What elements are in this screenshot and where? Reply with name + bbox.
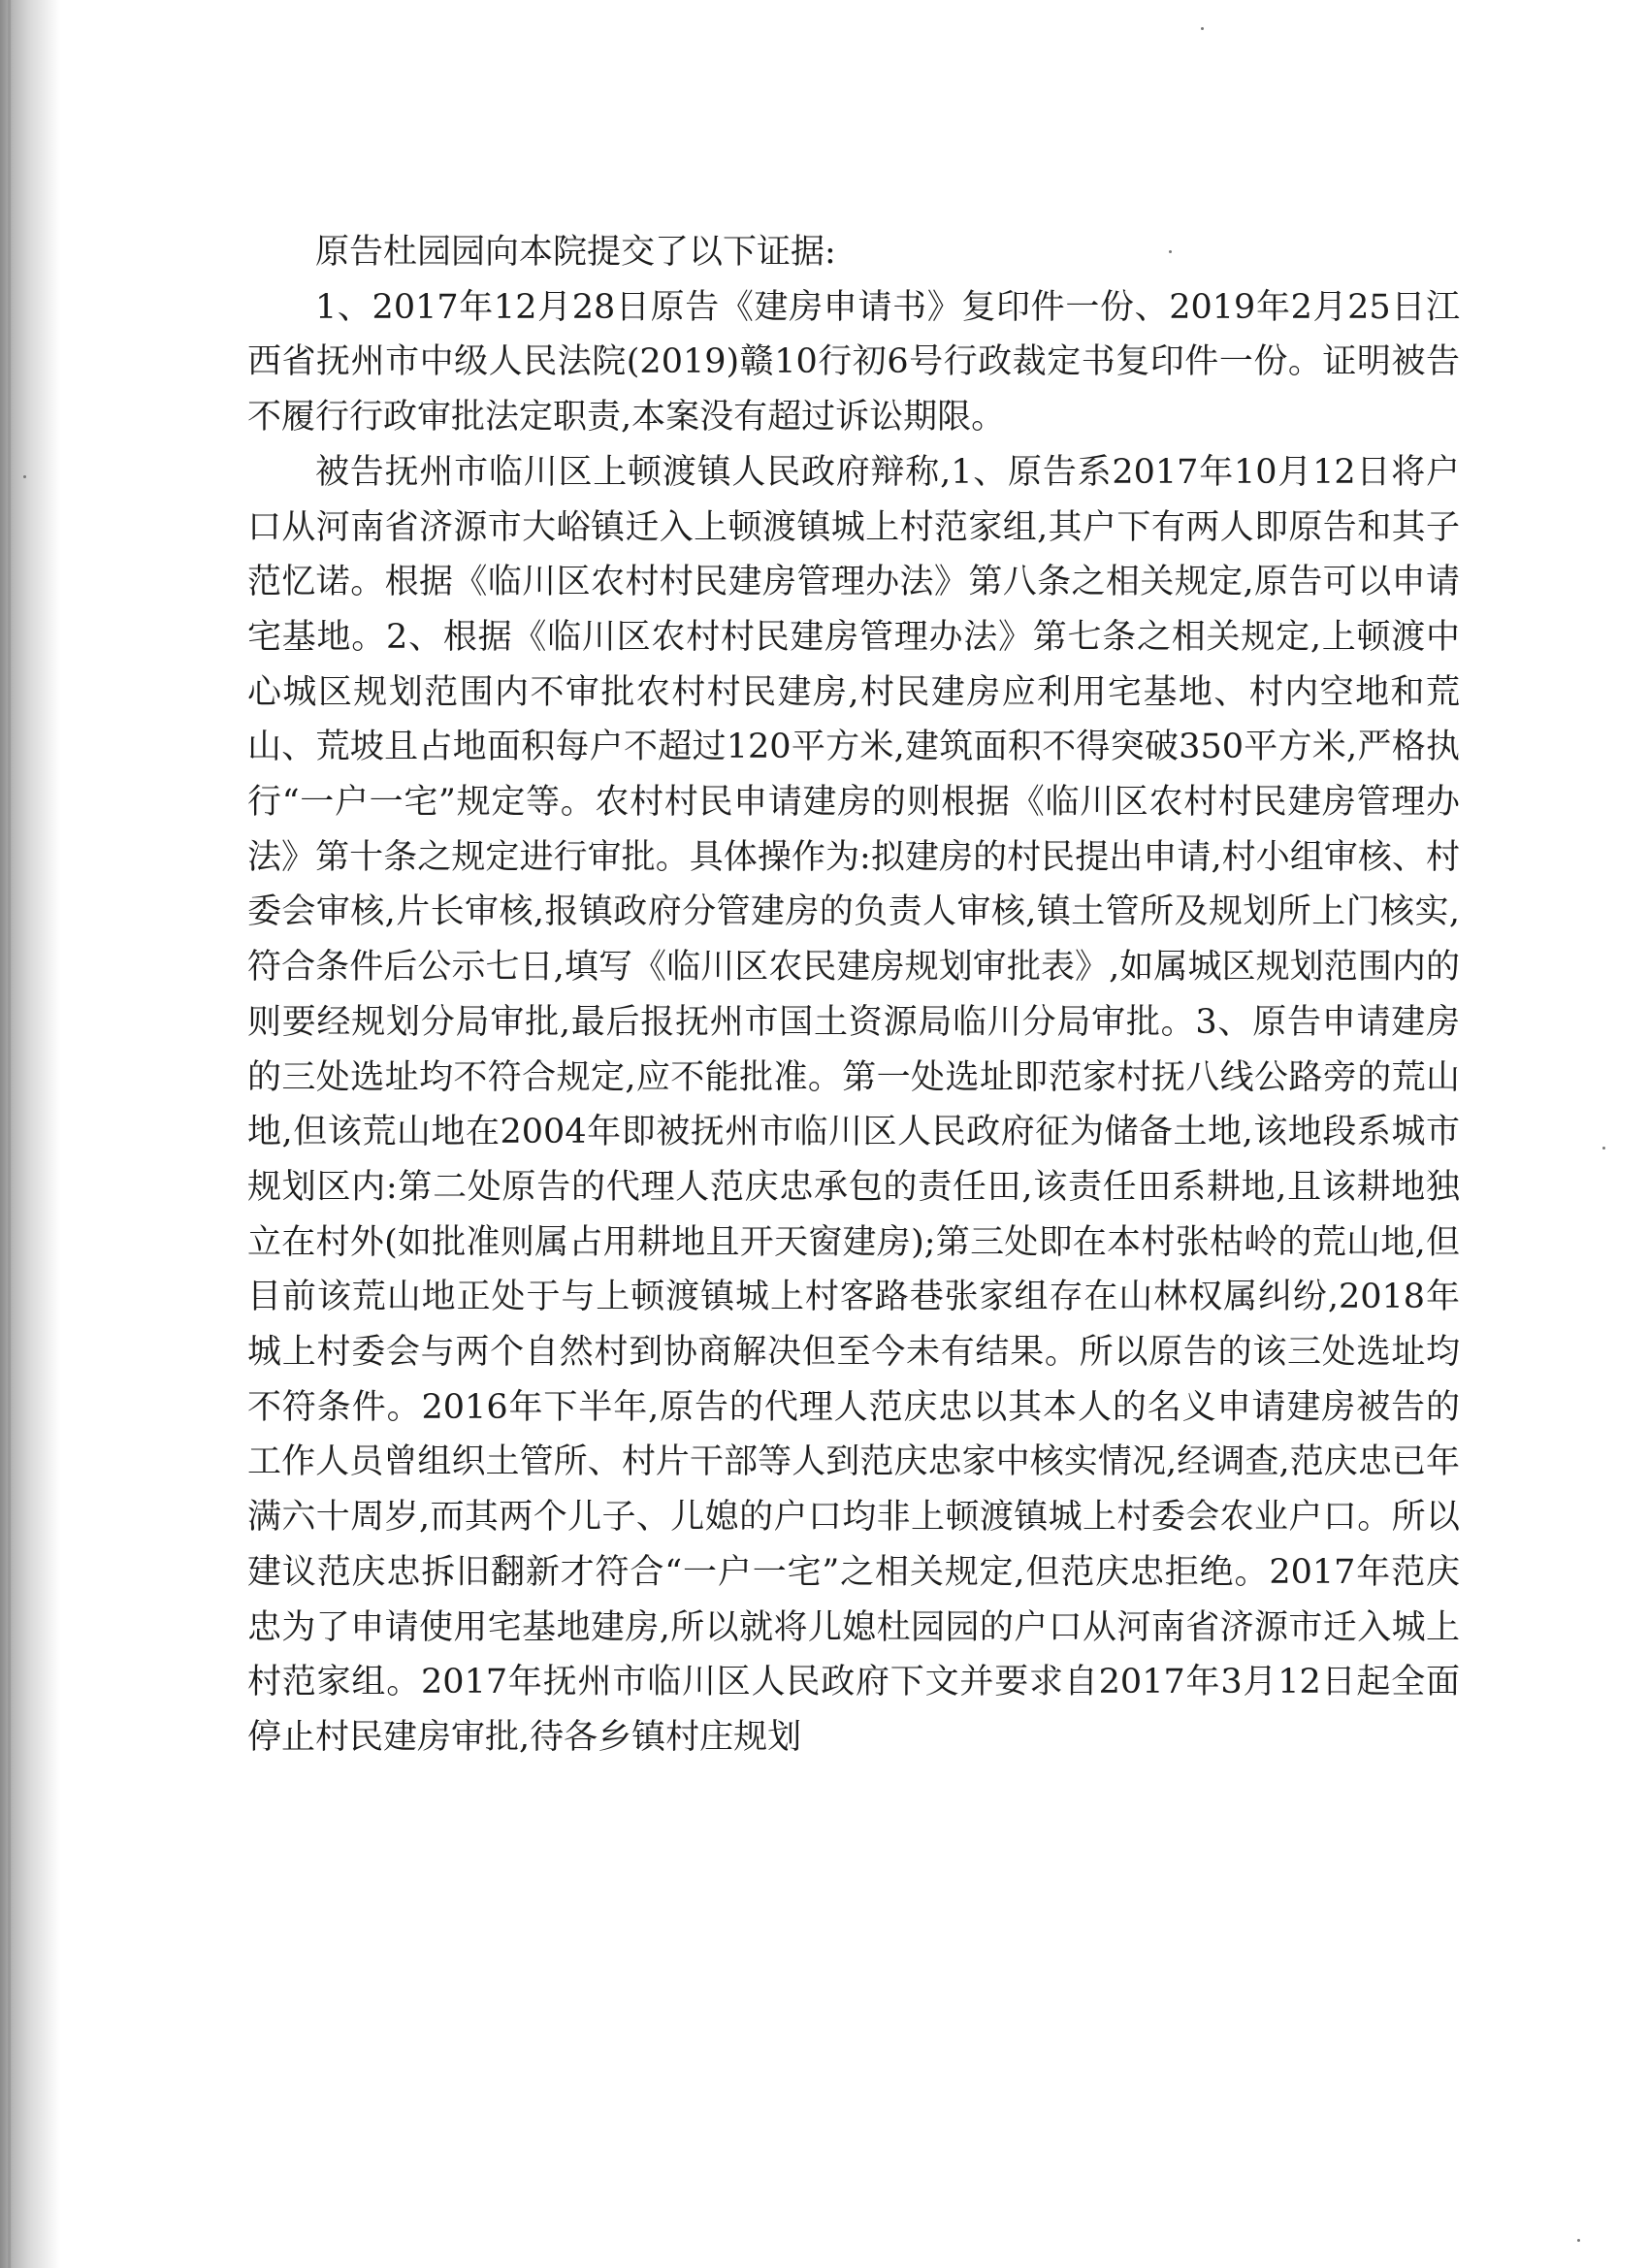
scan-speck bbox=[1169, 250, 1172, 253]
paragraph-defendant-argument: 被告抚州市临川区上顿渡镇人民政府辩称,1、原告系2017年10月12日将户口从河南省济源市大峪镇迁入上顿渡镇城上村范家组,其户下有两人即原告和其子范忆诺。根据《临川区农村村民建房管理办法》第八条之相关规定,原告可以申请宅基地。2、根据《临川区农村村民建房管理办法》第七条之相关规定,上顿渡中心城区规划范围内不审批农村村民建房,村民建房应利用宅基地、村内空地和荒山、荒坡且占地面积每户不超过120平方米,建筑面积不得突破350平方米,严格执行“一户一宅”规定等。农村村民申请建房的则根据《临川区农村村民建房管理办法》第十条之规定进行审批。具体操作为:拟建房的村民提出申请,村小组审核、村委会审核,片长审核,报镇政府分管建房的负责人审核,镇土管所及规划所上门核实,符合条件后公示七日,填写《临川区农民建房规划审批表》,如属城区规划范围内的则要经规划分局审批,最后报抚州市国土资源局临川分局审批。3、原告申请建房的三处选址均不符合规定,应不能批准。第一处选址即范家村抚八线公路旁的荒山地,但该荒山地在2004年即被抚州市临川区人民政府征为储备土地,该地段系城市规划区内:第二处原告的代理人范庆忠承包的责任田,该责任田系耕地,且该耕地独立在村外(如批准则属占用耕地且开天窗建房);第三处即在本村张枯岭的荒山地,但目前该荒山地正处于与上顿渡镇城上村客路巷张家组存在山林权属纠纷,2018年城上村委会与两个自然村到协商解决但至今未有结果。所以原告的该三处选址均不符条件。2016年下半年,原告的代理人范庆忠以其本人的名义申请建房被告的工作人员曾组织土管所、村片干部等人到范庆忠家中核实情况,经调查,范庆忠已年满六十周岁,而其两个儿子、儿媳的户口均非上顿渡镇城上村委会农业户口。所以建议范庆忠拆旧翻新才符合“一户一宅”之相关规定,但范庆忠拒绝。2017年范庆忠为了申请使用宅基地建房,所以就将儿媳杜园园的户口从河南省济源市迁入城上村范家组。2017年抚州市临川区人民政府下文并要求自2017年3月12日起全面停止村民建房审批,待各乡镇村庄规划 bbox=[247, 452, 1460, 1757]
scan-speck bbox=[1201, 27, 1204, 30]
scan-speck bbox=[23, 475, 26, 478]
document-body bbox=[247, 225, 1460, 1766]
paragraph-evidence-item-1: 1、2017年12月28日原告《建房申请书》复印件一份、2019年2月25日江西省抚州市中级人民法院(2019)赣10行初6号行政裁定书复印件一份。证明被告不履行行政审批法定职责,本案没有超过诉讼期限。 bbox=[247, 287, 1460, 437]
scan-speck bbox=[1577, 2239, 1580, 2242]
scan-speck bbox=[1602, 1147, 1605, 1150]
paragraph-evidence-intro: 原告杜园园向本院提交了以下证据: bbox=[315, 233, 836, 272]
